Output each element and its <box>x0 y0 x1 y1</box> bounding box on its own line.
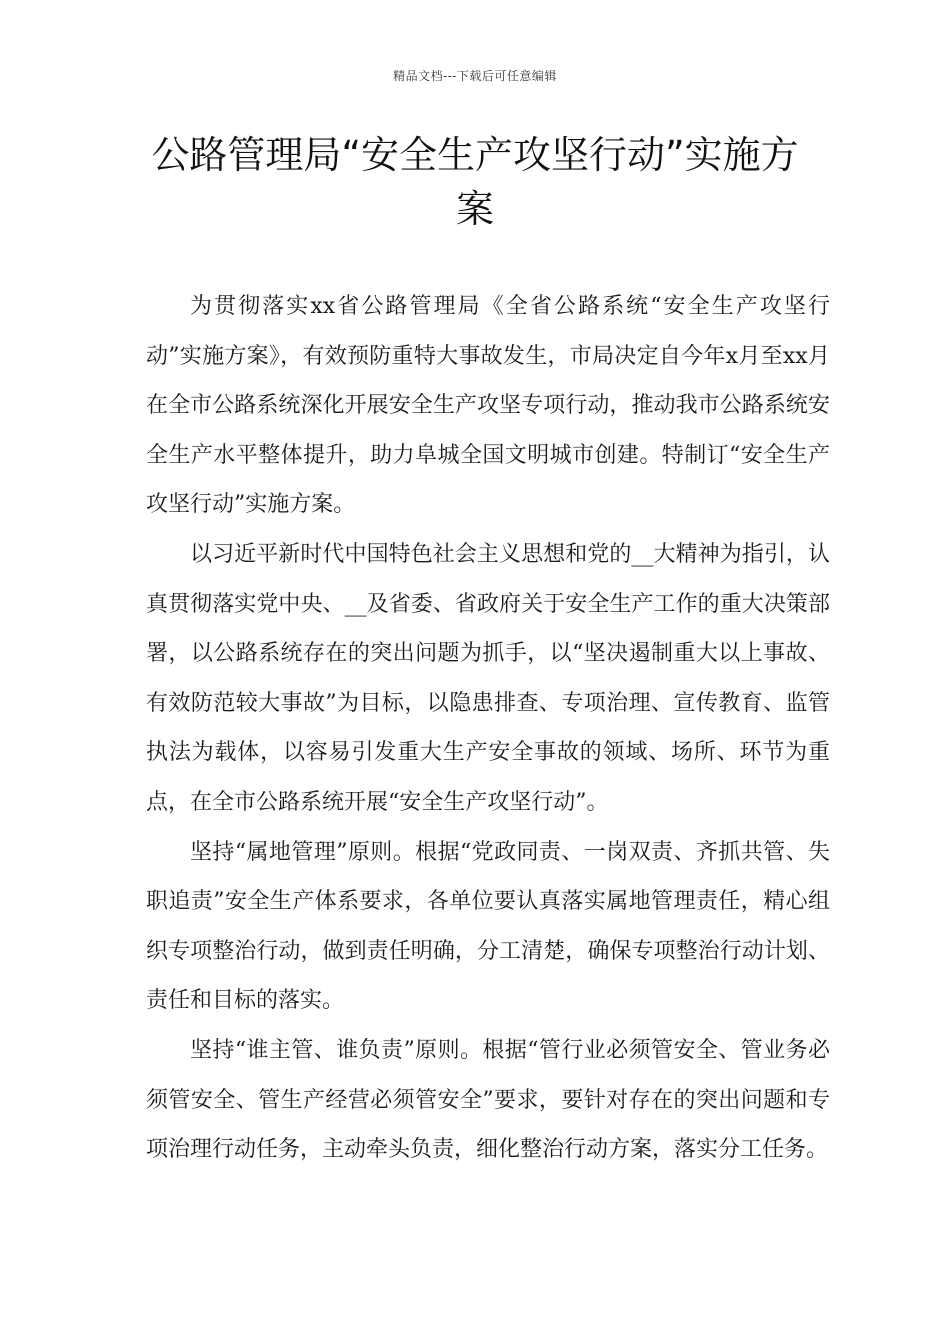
paragraph-responsibility-principle: 坚持“谁主管、谁负责”原则。根据“管行业必须管安全、管业务必须管安全、管生产经营必须管安全”要求，要针对存在的突出问题和专项治理行动任务，主动牵头负责，细化整治行动方案，落实分工任务。 <box>146 1037 830 1163</box>
document-title: 公路管理局“安全生产攻坚行动”实施方案 <box>151 133 799 231</box>
page-header-note: 精品文档---下载后可任意编辑 <box>393 69 557 83</box>
document-body <box>146 282 830 1175</box>
paragraph-intro: 为贯彻落实xx省公路管理局《全省公路系统“安全生产攻坚行动”实施方案》，有效预防重特大事故发生，市局决定自今年x月至xx月在全市公路系统深化开展安全生产攻坚专项行动，推动我市公路系统安全生产水平整体提升，助力阜城全国文明城市创建。特制订“安全生产攻坚行动”实施方案。 <box>146 294 830 518</box>
paragraph-territorial-principle: 坚持“属地管理”原则。根据“党政同责、一岗双责、齐抓共管、失职追责”安全生产体系要求，各单位要认真落实属地管理责任，精心组织专项整治行动，做到责任明确，分工清楚，确保专项整治行动计划、责任和目标的落实。 <box>146 839 830 1014</box>
paragraph-guiding-thought: 以习近平新时代中国特色社会主义思想和党的__大精神为指引，认真贯彻落实党中央、__及省委、省政府关于安全生产工作的重大决策部署，以公路系统存在的突出问题为抓手，以“坚决遏制重大以上事故、有效防范较大事故”为目标，以隐患排查、专项治理、宣传教育、监管执法为载体，以容易引发重大生产安全事故的领域、场所、环节为重点，在全市公路系统开展“安全生产攻坚行动”。 <box>146 541 830 815</box>
